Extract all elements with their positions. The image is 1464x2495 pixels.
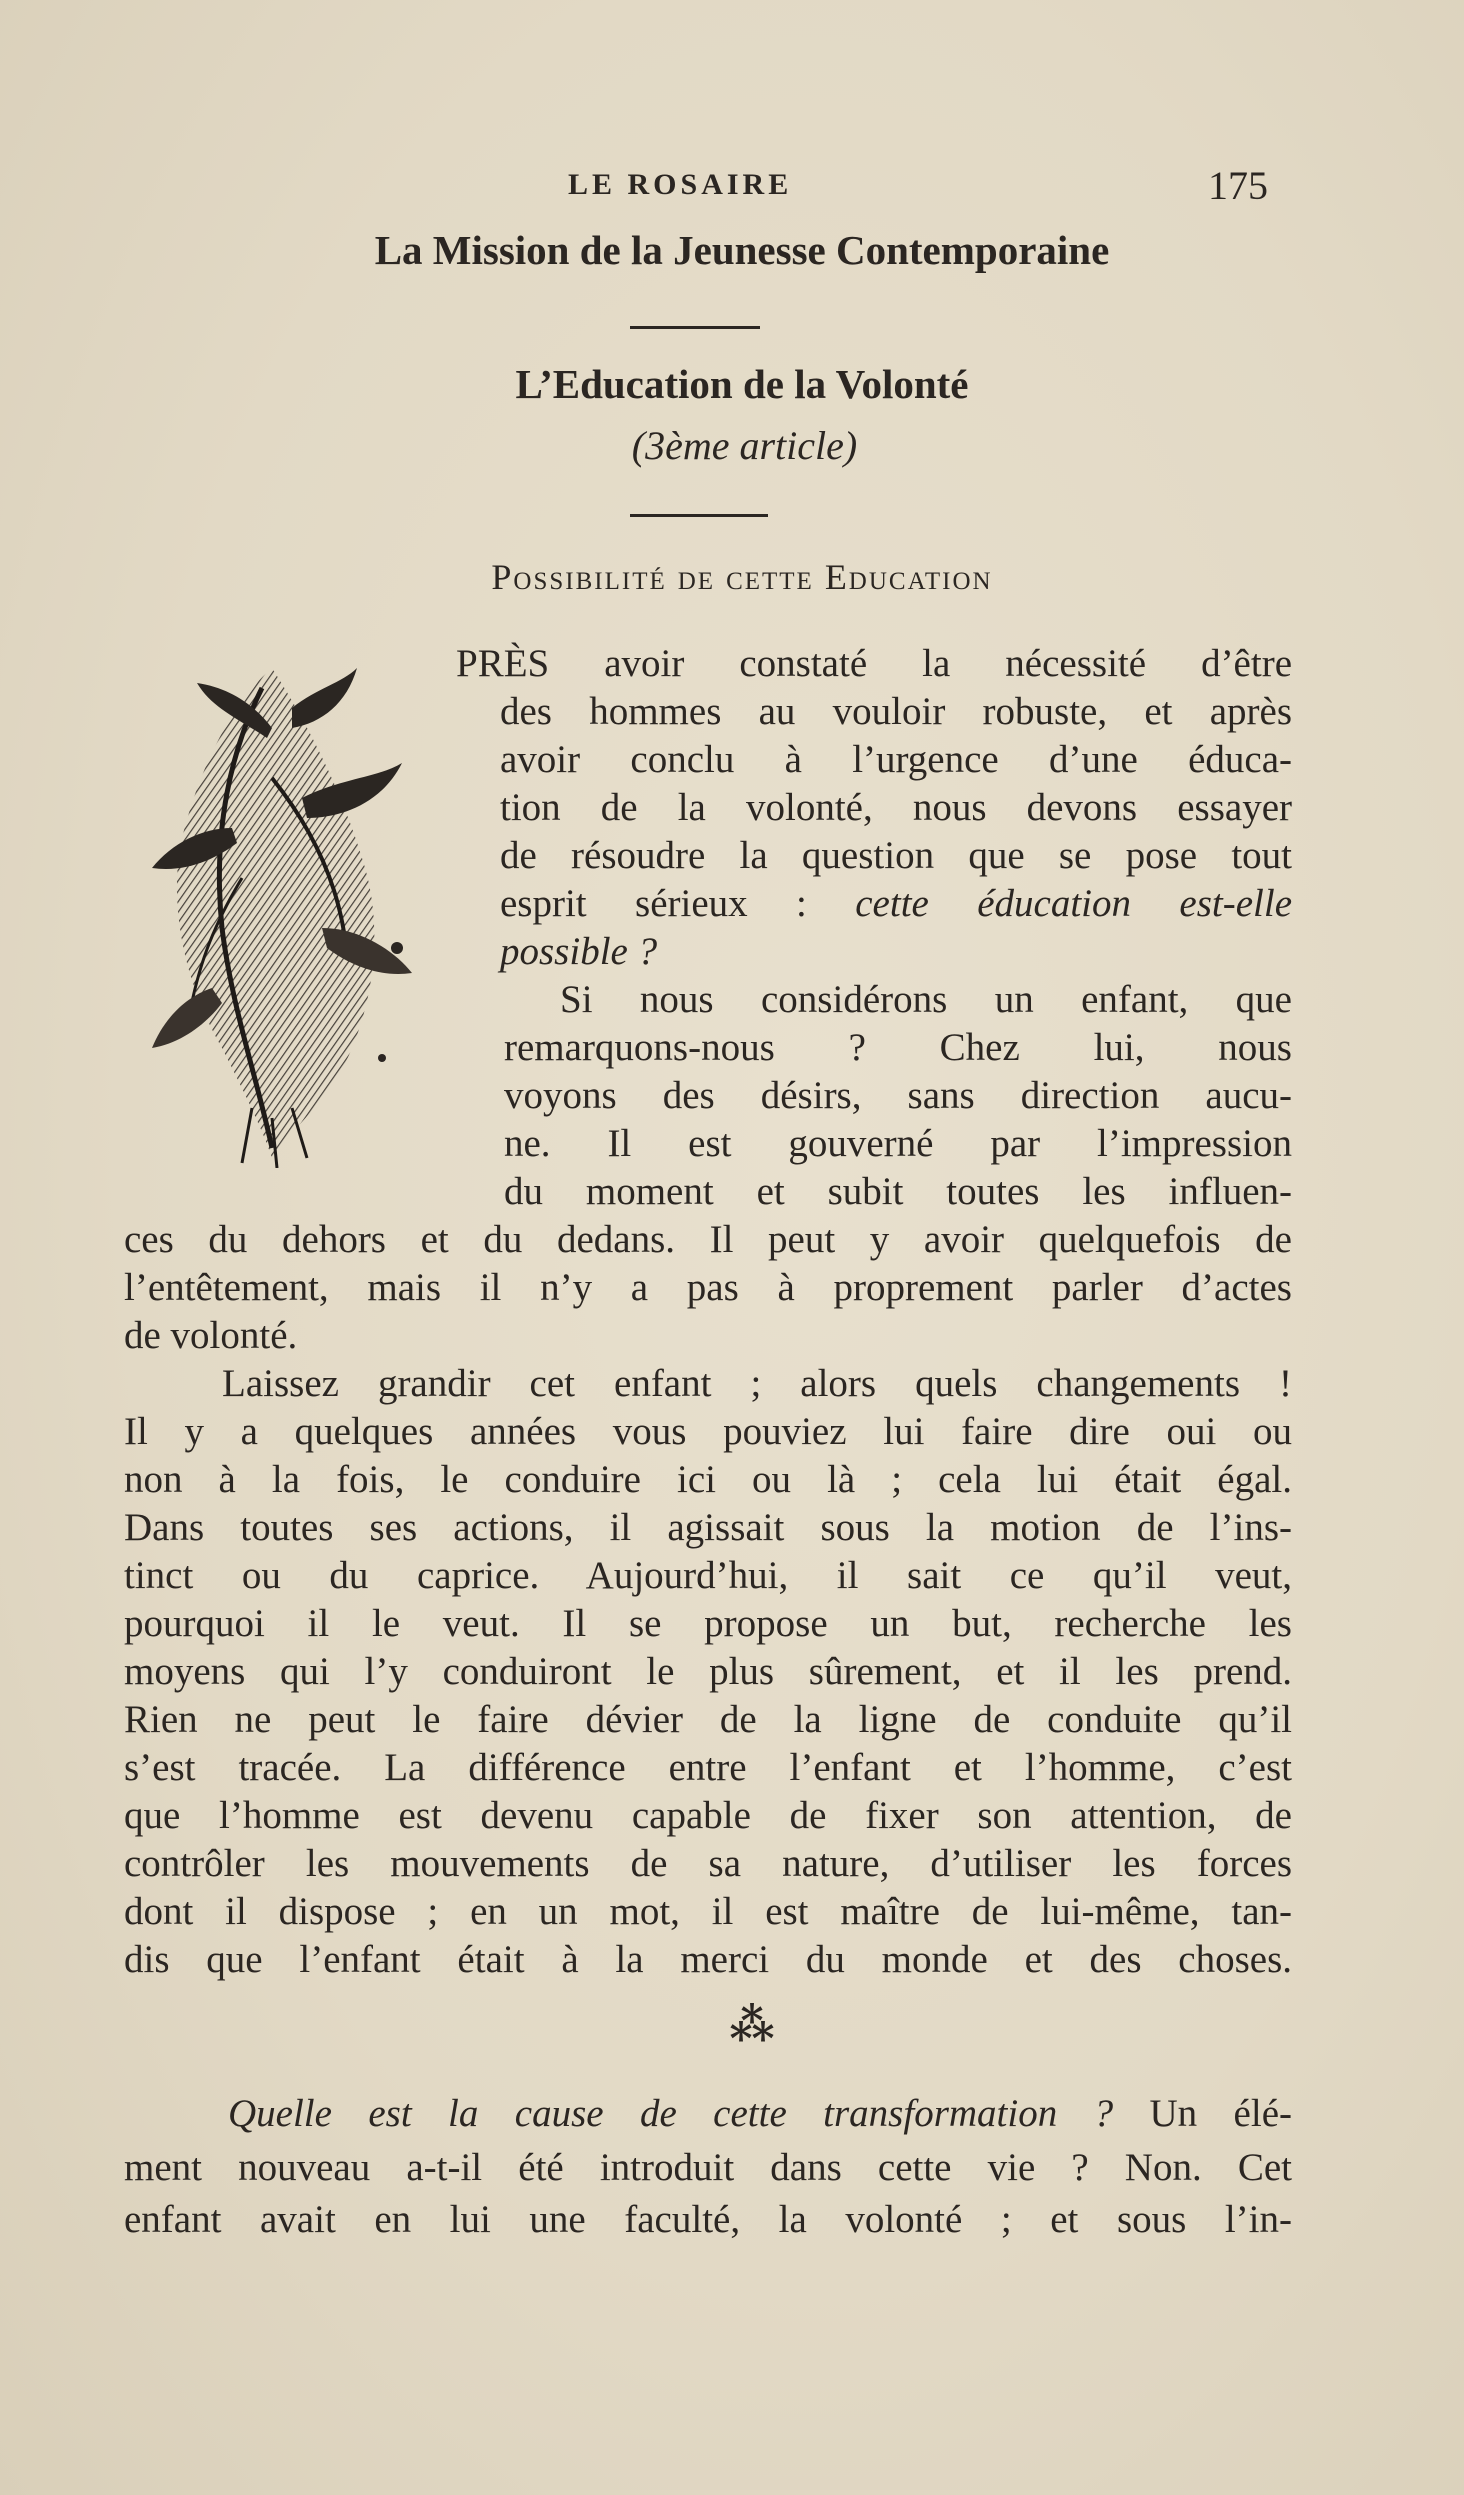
text-line: tion de la volonté, nous devons essayer (500, 786, 1292, 829)
text-span: esprit sérieux : (500, 882, 856, 925)
text-line: enfant avait en lui une faculté, la volonté ; et sous l’in- (124, 2198, 1292, 2241)
italic-question: possible ? (500, 930, 658, 973)
text-line: remarquons-nous ? Chez lui, nous (504, 1026, 1292, 1069)
text-line: avoir conclu à l’urgence d’une éduca- (500, 738, 1292, 781)
italic-question: cette éducation est-elle (855, 882, 1292, 925)
text-line: s’est tracée. La différence entre l’enfant et l’homme, c’est (124, 1746, 1292, 1789)
article-subtitle: L’Education de la Volonté (515, 361, 969, 407)
subtitle-divider (630, 514, 768, 517)
text-line: Si nous considérons un enfant, que (560, 978, 1292, 1021)
text-line: contrôler les mouvements de sa nature, d’utiliser les forces (124, 1842, 1292, 1885)
article-number: (3ème article) (631, 423, 858, 468)
article-main-title: La Mission de la Jeunesse Contemporaine (374, 227, 1110, 273)
text-line (228, 2090, 1292, 2138)
section-title: Possibilité de cette Education (491, 557, 993, 597)
text-line (500, 880, 1292, 928)
text-line: ces du dehors et du dedans. Il peut y avoir quelquefois de (124, 1218, 1292, 1261)
text-line: non à la fois, le conduire ici ou là ; cela lui était égal. (124, 1458, 1292, 1501)
text-span: Un élé- (1113, 2092, 1292, 2135)
running-head (0, 162, 1464, 212)
text-line: dis que l’enfant était à la merci du monde et des choses. (124, 1938, 1292, 1981)
text-line: Dans toutes ses actions, il agissait sous la motion de l’ins- (124, 1506, 1292, 1549)
text-line: Laissez grandir cet enfant ; alors quels changements ! (222, 1362, 1292, 1405)
text-line: des hommes au vouloir robuste, et après (500, 690, 1292, 733)
text-line: pourquoi il le veut. Il se propose un but, recherche les (124, 1602, 1292, 1645)
text-line: que l’homme est devenu capable de fixer son attention, de (124, 1794, 1292, 1837)
botanical-engraving-icon (142, 628, 442, 1168)
text-line: Rien ne peut le faire dévier de la ligne de conduite qu’il (124, 1698, 1292, 1741)
text-line: de résoudre la question que se pose tout (500, 834, 1292, 877)
italic-question: Quelle est la cause de cette transformation ? (228, 2092, 1114, 2135)
text-line: tinct ou du caprice. Aujourd’hui, il sait ce qu’il veut, (124, 1554, 1292, 1597)
page-number: 175 (1208, 163, 1268, 208)
text-line: du moment et subit toutes les influen- (504, 1170, 1292, 1213)
running-title: LE ROSAIRE (568, 168, 793, 201)
text-line: Il y a quelques années vous pouviez lui faire dire oui ou (124, 1410, 1292, 1453)
text-line: voyons des désirs, sans direction aucu- (504, 1074, 1292, 1117)
text-line: moyens qui l’y conduiront le plus sûrement, et il les prend. (124, 1650, 1292, 1693)
text-line: ment nouveau a-t-il été introduit dans cette vie ? Non. Cet (124, 2146, 1292, 2189)
title-divider (630, 326, 760, 329)
text-line: l’entêtement, mais il n’y a pas à proprement parler d’actes (124, 1266, 1292, 1309)
section-separator: ⁂ (729, 2001, 775, 2050)
text-line: ne. Il est gouverné par l’impression (504, 1122, 1292, 1165)
text-line: de volonté. (124, 1314, 298, 1357)
text-line: dont il dispose ; en un mot, il est maître de lui-même, tan- (124, 1890, 1292, 1933)
text-line: PRÈS avoir constaté la nécessité d’être (456, 642, 1292, 685)
